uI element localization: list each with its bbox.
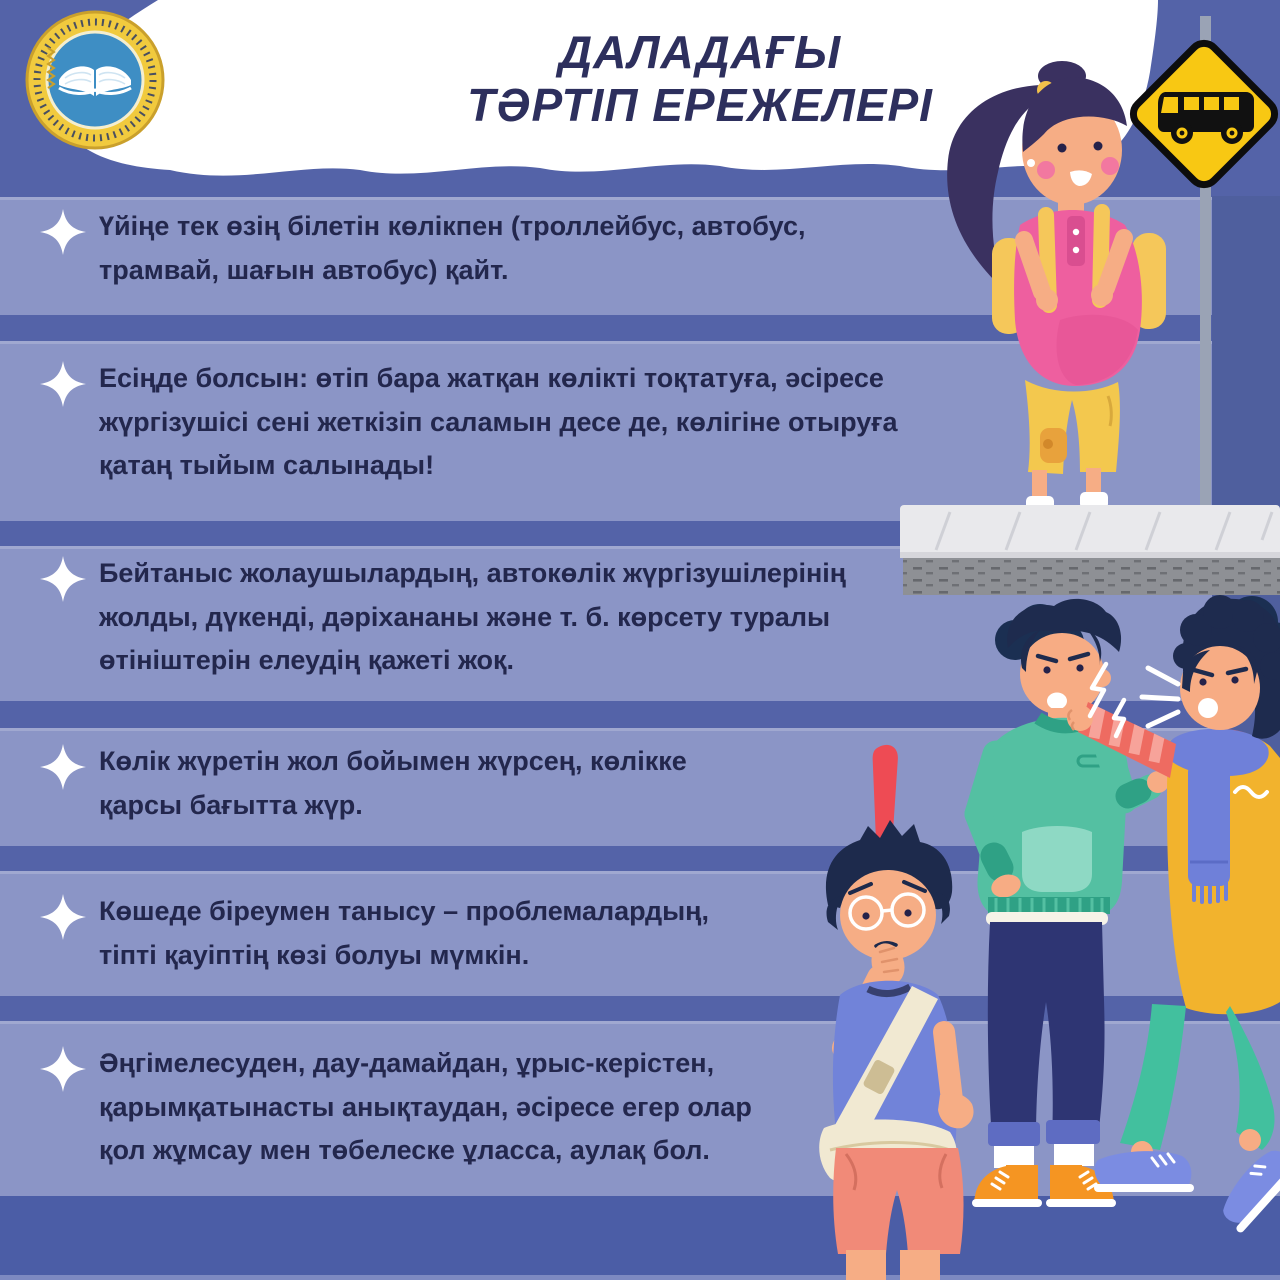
open-book-logo-icon bbox=[27, 12, 163, 148]
rule-item bbox=[40, 890, 760, 977]
title-line-1: ДАЛАДАҒЫ bbox=[558, 26, 842, 78]
page-title bbox=[410, 26, 990, 133]
rule-item bbox=[40, 552, 910, 683]
rule-item bbox=[40, 205, 875, 292]
rule-text: Бейтаныс жолаушылардың, автокөлік жүргізушілерінің жолды, дүкенді, дәріхананы және т. б. көрсету туралы өтініштерін елеудің қажеті жоқ. bbox=[99, 558, 847, 676]
sparkle-bullet-icon bbox=[40, 556, 86, 602]
org-logo bbox=[16, 4, 170, 158]
bottom-bar bbox=[0, 1196, 1280, 1280]
rule-item bbox=[40, 357, 940, 488]
sparkle-bullet-icon bbox=[40, 361, 86, 407]
sparkle-bullet-icon bbox=[40, 894, 86, 940]
sparkle-bullet-icon bbox=[40, 1046, 86, 1092]
rule-item bbox=[40, 740, 740, 827]
rule-text: Есіңде болсын: өтіп бара жатқан көлікті тоқтатуға, әсіресе жүргізушісі сені жеткізіп саламын десе де, көлігіне отыруға қатаң тыйым салынады! bbox=[99, 363, 898, 481]
rule-text: Көшеде біреумен танысу – проблемалардың, тіпті қауіптің көзі болуы мүмкін. bbox=[99, 896, 709, 970]
sparkle-bullet-icon bbox=[40, 209, 86, 255]
rule-text: Көлік жүретін жол бойымен жүрсең, көлікке қарсы бағытта жүр. bbox=[99, 746, 687, 820]
rule-item bbox=[40, 1042, 800, 1173]
background-right-column bbox=[1212, 196, 1280, 946]
rule-text: Әңгімелесуден, дау-дамайдан, ұрыс-керістен, қарымқатынасты анықтаудан, әсіресе егер олар қол жұмсау мен төбелеске ұласса, аулақ бол. bbox=[99, 1048, 752, 1166]
title-line-2: ТӘРТІП ЕРЕЖЕЛЕРІ bbox=[467, 79, 933, 132]
rule-text: Үйіңе тек өзің білетін көлікпен (троллейбус, автобус, трамвай, шағын автобус) қайт. bbox=[99, 211, 806, 285]
bottom-edge-line bbox=[0, 1275, 1280, 1280]
sparkle-bullet-icon bbox=[40, 744, 86, 790]
